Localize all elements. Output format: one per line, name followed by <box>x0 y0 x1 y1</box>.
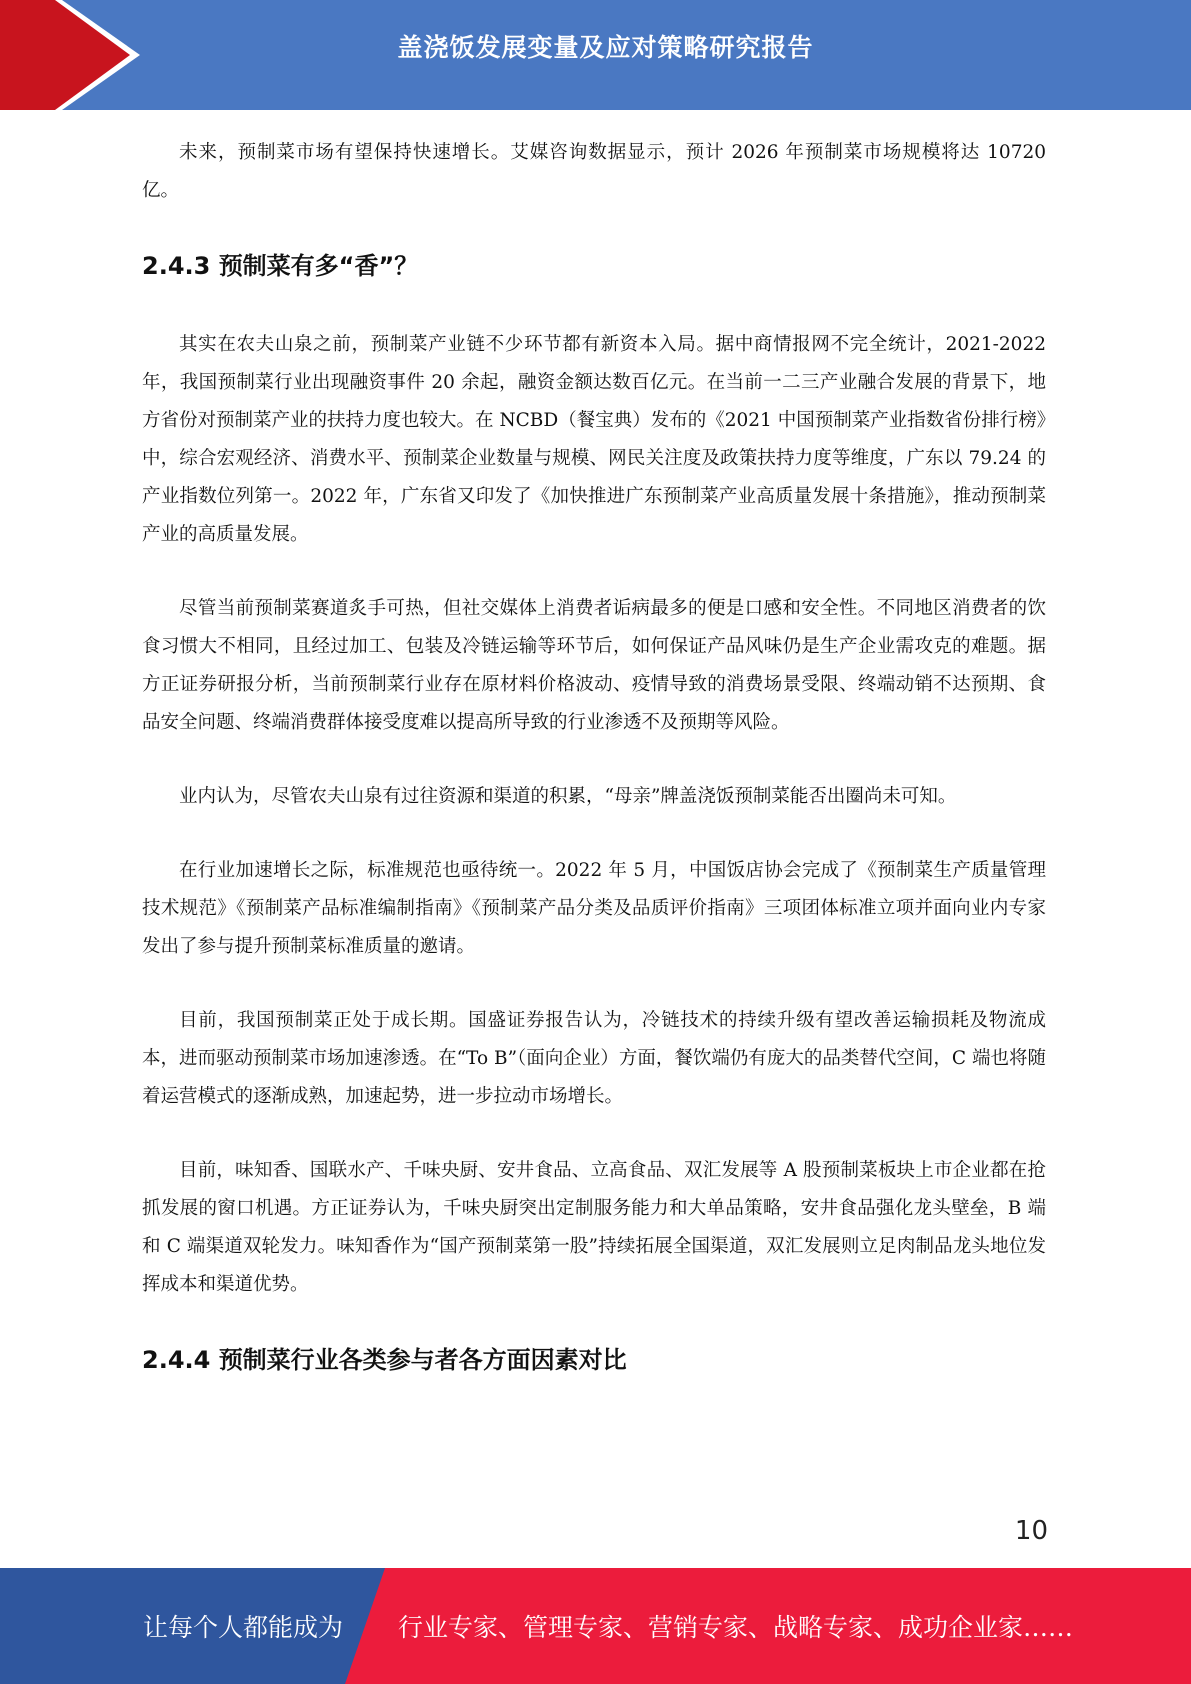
paragraph-industry-view: 业内认为，尽管农夫山泉有过往资源和渠道的积累，“母亲”牌盖浇饭预制菜能否出圈尚未可知。 <box>179 786 957 807</box>
paragraph-capital-entry: 其实在农夫山泉之前，预制菜产业链不少环节都有新资本入局。据中商情报网不完全统计，2021-2022 年，我国预制菜行业出现融资事件 20 余起，融资金额达数百亿元。在当前一二三产业融合发展的背景下，地方省份对预制菜产业的扶持力度也较大。在 NCBD（餐宝典）发布的《2021 中国预制菜产业指数省份排行榜》中，综合宏观经济、消费水平、预制菜企业数量与规模、网民关注度及政策扶持力度等维度，广东以 79.24 的产业指数位列第一。2022 年，广东省又印发了《加快推进广东预制菜产业高质量发展十条措施》，推动预制菜产业的高质量发展。 <box>142 334 1046 545</box>
paragraph-listed-companies: 目前，味知香、国联水产、千味央厨、安井食品、立高食品、双汇发展等 A 股预制菜板块上市企业都在抢抓发展的窗口机遇。方正证券认为，千味央厨突出定制服务能力和大单品策略，安井食品强化龙头壁垒，B 端和 C 端渠道双轮发力。味知香作为“国产预制菜第一股”持续拓展全国渠道，双汇发展则立足肉制品龙头地位发挥成本和渠道优势。 <box>142 1160 1046 1295</box>
footer-slogan-left: 让每个人都能成为 <box>143 1613 344 1642</box>
paragraph-standards: 在行业加速增长之际，标准规范也亟待统一。2022 年 5 月，中国饭店协会完成了《预制菜生产质量管理技术规范》《预制菜产品标准编制指南》《预制菜产品分类及品质评价指南》三项团体标准立项并面向业内专家发出了参与提升预制菜标准质量的邀请。 <box>142 860 1046 957</box>
paragraph-taste-safety: 尽管当前预制菜赛道炙手可热，但社交媒体上消费者诟病最多的便是口感和安全性。不同地区消费者的饮食习惯大不相同，且经过加工、包装及冷链运输等环节后，如何保证产品风味仍是生产企业需攻克的难题。据方正证券研报分析，当前预制菜行业存在原材料价格波动、疫情导致的消费场景受限、终端动销不达预期、食品安全问题、终端消费群体接受度难以提高所导致的行业渗透不及预期等风险。 <box>142 598 1046 733</box>
report-title: 盖浇饭发展变量及应对策略研究报告 <box>397 33 814 62</box>
paragraph-market-forecast: 未来，预制菜市场有望保持快速增长。艾媒咨询数据显示，预计 2026 年预制菜市场规模将达 10720 亿。 <box>142 142 1046 201</box>
page-number: 10 <box>1014 1516 1048 1546</box>
section-heading-2-4-3: 2.4.3 预制菜有多“香”？ <box>142 252 419 280</box>
section-heading-2-4-4: 2.4.4 预制菜行业各类参与者各方面因素对比 <box>142 1346 627 1374</box>
page-footer <box>0 1568 1191 1684</box>
paragraph-growth-stage: 目前，我国预制菜正处于成长期。国盛证券报告认为，冷链技术的持续升级有望改善运输损耗及物流成本，进而驱动预制菜市场加速渗透。在“To B”（面向企业）方面，餐饮端仍有庞大的品类替代空间，C 端也将随着运营模式的逐渐成熟，加速起势，进一步拉动市场增长。 <box>142 1010 1046 1107</box>
page-content <box>142 134 1046 1420</box>
footer-slogan-right: 行业专家、管理专家、营销专家、战略专家、成功企业家…… <box>398 1613 1074 1642</box>
page-header <box>0 0 1191 110</box>
